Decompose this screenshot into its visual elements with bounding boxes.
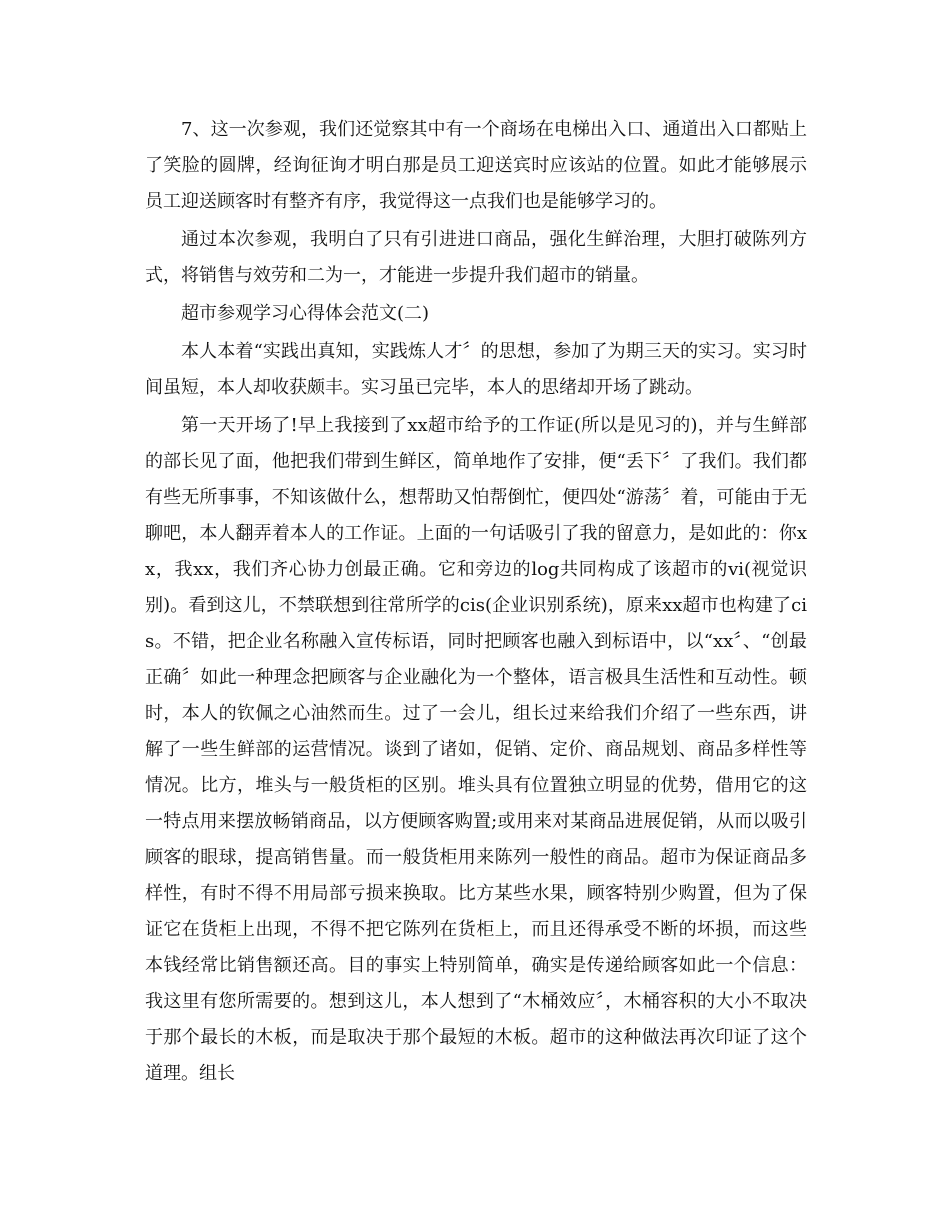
paragraph-visit-observation: 7、这一次参观，我们还觉察其中有一个商场在电梯出入口、通道出入口都贴上了笑脸的圆牌，经询征询才明白那是员工迎送宾时应该站的位置。如此才能够展示员工迎送顾客时有整齐有序，我觉得这一点我们也是能够学习的。 (145, 119, 807, 212)
paragraph-visit-conclusion: 通过本次参观，我明白了只有引进进口商品，强化生鲜治理，大胆打破陈列方式，将销售与效劳和二为一，才能进一步提升我们超市的销量。 (145, 229, 807, 286)
section-heading: 超市参观学习心得体会范文(二) (181, 303, 430, 324)
paragraph-first-day: 第一天开场了!早上我接到了xx超市给予的工作证(所以是见习的)，并与生鲜部的部长见了面，他把我们带到生鲜区，简单地作了安排，便“丢下〞了我们。我们都有些无所事事，不知该做什么，想帮助又怕帮倒忙，便四处“游荡〞着，可能由于无聊吧，本人翻弄着本人的工作证。上面的一句话吸引了我的留意力，是如此的：你xx，我xx，我们齐心协力创最正确。它和旁边的log共同构成了该超市的vi(视觉识别)。看到这儿，不禁联想到往常所学的cis(企业识别系统)，原来xx超市也构建了cis。不错，把企业名称融入宣传标语，同时把顾客也融入到标语中，以“xx〞、“创最正确〞如此一种理念把顾客与企业融化为一个整体，语言极具生活性和互动性。顿时，本人的钦佩之心油然而生。过了一会儿，组长过来给我们介绍了一些东西，讲解了一些生鲜部的运营情况。谈到了诸如，促销、定价、商品规划、商品多样性等情况。比方，堆头与一般货柜的区别。堆头具有位置独立明显的优势，借用它的这一特点用来摆放畅销商品，以方便顾客购置;或用来对某商品进展促销，从而以吸引顾客的眼球，提高销售量。而一般货柜用来陈列一般性的商品。超市为保证商品多样性，有时不得不用局部亏损来换取。比方某些水果，顾客特别少购置，但为了保证它在货柜上出现，不得不把它陈列在货柜上，而且还得承受不断的坏损，而这些本钱经常比销售额还高。目的事实上特别简单，确实是传递给顾客如此一个信息：我这里有您所需要的。想到这儿，本人想到了“木桶效应〞，木桶容积的大小不取决于那个最长的木板，而是取决于那个最短的木板。超市的这种做法再次印证了这个道理。组长 (145, 415, 807, 1084)
paragraph-internship-intro: 本人本着“实践出真知，实践炼人才〞的思想，参加了为期三天的实习。实习时间虽短，本人却收获颇丰。实习虽已完毕，本人的思绪却开场了跳动。 (145, 341, 807, 398)
document-page (145, 112, 807, 1092)
